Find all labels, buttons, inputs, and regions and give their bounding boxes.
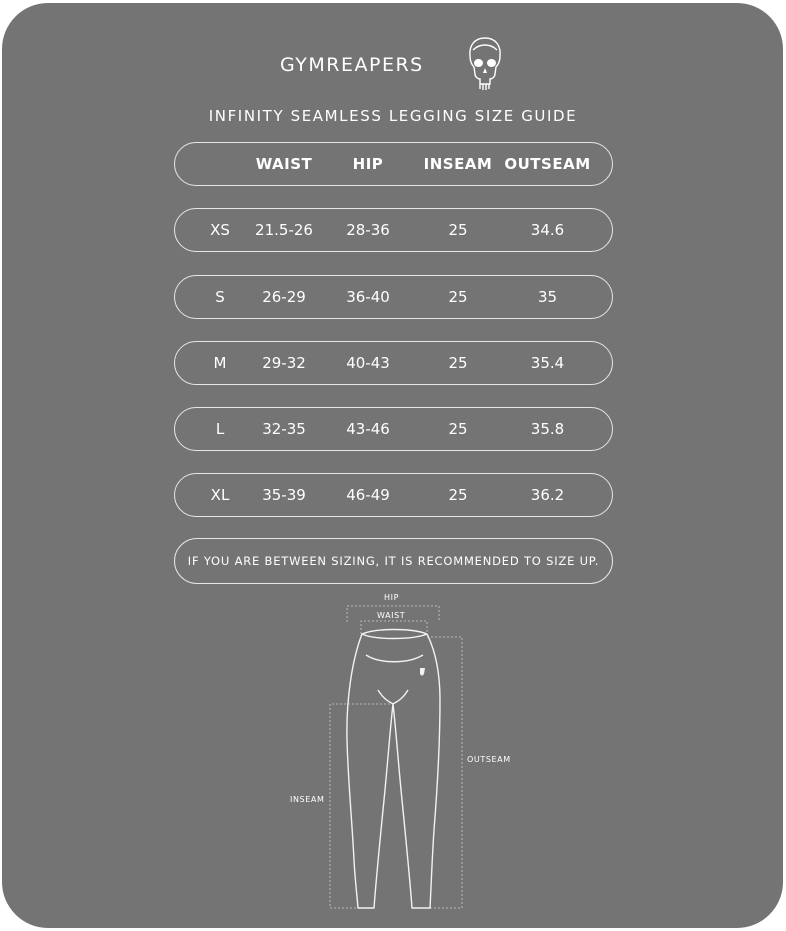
size-label: M — [213, 354, 227, 372]
header-inseam: INSEAM — [423, 155, 493, 173]
outseam-value: 35 — [537, 288, 558, 306]
table-row-xl — [174, 473, 613, 517]
header-waist: WAIST — [255, 155, 313, 173]
header-hip: HIP — [352, 155, 384, 173]
hip-value: 43-46 — [346, 420, 390, 438]
size-label: L — [215, 420, 225, 438]
hip-value: 28-36 — [346, 221, 390, 239]
table-row-m — [174, 341, 613, 385]
hip-value: 36-40 — [346, 288, 390, 306]
outseam-label: OUTSEAM — [467, 755, 511, 764]
size-label: XS — [210, 221, 230, 239]
outseam-value: 35.8 — [530, 420, 565, 438]
waist-value: 29-32 — [262, 354, 306, 372]
brand-header — [0, 34, 786, 94]
outseam-value: 35.4 — [530, 354, 565, 372]
legging-illustration — [0, 590, 786, 920]
inseam-value: 25 — [448, 486, 468, 504]
size-guide-title: INFINITY SEAMLESS LEGGING SIZE GUIDE — [208, 107, 578, 125]
size-label: S — [215, 288, 225, 306]
outseam-value: 36.2 — [530, 486, 565, 504]
hip-label: HIP — [384, 593, 399, 602]
hip-value: 46-49 — [346, 486, 390, 504]
table-header-row — [174, 142, 613, 186]
outseam-value: 34.6 — [530, 221, 565, 239]
waist-value: 35-39 — [262, 486, 306, 504]
skull-icon — [467, 36, 503, 92]
table-row-xs — [174, 208, 613, 252]
inseam-label: INSEAM — [290, 795, 325, 804]
inseam-value: 25 — [448, 420, 468, 438]
waist-value: 21.5-26 — [255, 221, 313, 239]
size-label: XL — [210, 486, 230, 504]
hip-value: 40-43 — [346, 354, 390, 372]
sizing-note: IF YOU ARE BETWEEN SIZING, IT IS RECOMMENDED TO SIZE UP. — [174, 538, 613, 584]
header-size — [197, 143, 243, 185]
waist-value: 26-29 — [262, 288, 306, 306]
table-row-s — [174, 275, 613, 319]
inseam-value: 25 — [448, 288, 468, 306]
waist-label: WAIST — [377, 611, 406, 620]
inseam-value: 25 — [448, 221, 468, 239]
brand-name: GYMREAPERS — [280, 54, 424, 76]
inseam-value: 25 — [448, 354, 468, 372]
measurement-diagram — [0, 590, 786, 920]
table-row-l — [174, 407, 613, 451]
waist-value: 32-35 — [262, 420, 306, 438]
header-outseam: OUTSEAM — [504, 155, 591, 173]
